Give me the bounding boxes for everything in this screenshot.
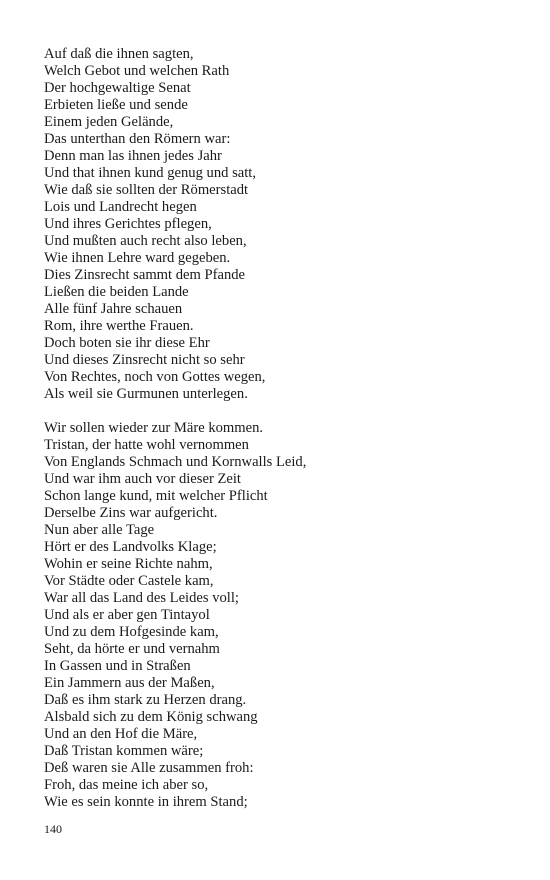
verse-line: Lois und Landrecht hegen [44,199,197,215]
verse-line: Und als er aber gen Tintayol [44,607,210,623]
verse-line: Doch boten sie ihr diese Ehr [44,335,210,351]
verse-line: Und zu dem Hofgesinde kam, [44,624,219,640]
verse-line: Und ihres Gerichtes pflegen, [44,216,212,232]
page-number: 140 [44,822,62,836]
verse-line: Dies Zinsrecht sammt dem Pfande [44,267,246,283]
verse-line: Welch Gebot und welchen Rath [44,63,230,79]
verse-line: Und an den Hof die Märe, [44,726,198,742]
verse-line: Daß es ihm stark zu Herzen drang. [44,692,247,708]
verse-line: Denn man las ihnen jedes Jahr [44,148,222,164]
verse-line: Der hochgewaltige Senat [44,80,191,96]
verse-line: Das unterthan den Römern war: [44,131,231,147]
verse-line: Ein Jammern aus der Maßen, [44,675,215,691]
verse-line: Von Rechtes, noch von Gottes wegen, [44,369,266,385]
verse-line: War all das Land des Leides voll; [44,590,239,606]
verse-line: Von Englands Schmach und Kornwalls Leid, [44,454,307,470]
verse-line: Wir sollen wieder zur Märe kommen. [44,420,264,436]
verse-line: Wie daß sie sollten der Römerstadt [44,182,249,198]
verse-line: Als weil sie Gurmunen unterlegen. [44,386,248,402]
verse-line: Wohin er seine Richte nahm, [44,556,213,572]
verse-line: Seht, da hörte er und vernahm [44,641,220,657]
verse-line: Auf daß die ihnen sagten, [44,46,194,62]
verse-line: Alsbald sich zu dem König schwang [44,709,258,725]
verse-line: Derselbe Zins war aufgericht. [44,505,218,521]
stanza-2 [44,420,514,811]
verse-line: Tristan, der hatte wohl vernommen [44,437,249,453]
stanza-1 [44,46,514,403]
verse-line: Hört er des Landvolks Klage; [44,539,217,555]
page-body [44,46,514,811]
verse-line: Alle fünf Jahre schauen [44,301,183,317]
verse-line: Einem jeden Gelände, [44,114,174,130]
verse-line: Wie es sein konnte in ihrem Stand; [44,794,248,810]
verse-line: Vor Städte oder Castele kam, [44,573,214,589]
verse-line: Wie ihnen Lehre ward gegeben. [44,250,231,266]
verse-line: Deß waren sie Alle zusammen froh: [44,760,254,776]
verse-line: In Gassen und in Straßen [44,658,191,674]
verse-line: Und that ihnen kund genug und satt, [44,165,256,181]
verse-line: Und mußten auch recht also leben, [44,233,247,249]
verse-line: Froh, das meine ich aber so, [44,777,209,793]
verse-line: Nun aber alle Tage [44,522,155,538]
verse-line: Erbieten ließe und sende [44,97,188,113]
verse-line: Und war ihm auch vor dieser Zeit [44,471,241,487]
verse-line: Rom, ihre werthe Frauen. [44,318,194,334]
verse-line: Ließen die beiden Lande [44,284,189,300]
verse-line: Schon lange kund, mit welcher Pflicht [44,488,268,504]
verse-line: Und dieses Zinsrecht nicht so sehr [44,352,245,368]
verse-line: Daß Tristan kommen wäre; [44,743,204,759]
